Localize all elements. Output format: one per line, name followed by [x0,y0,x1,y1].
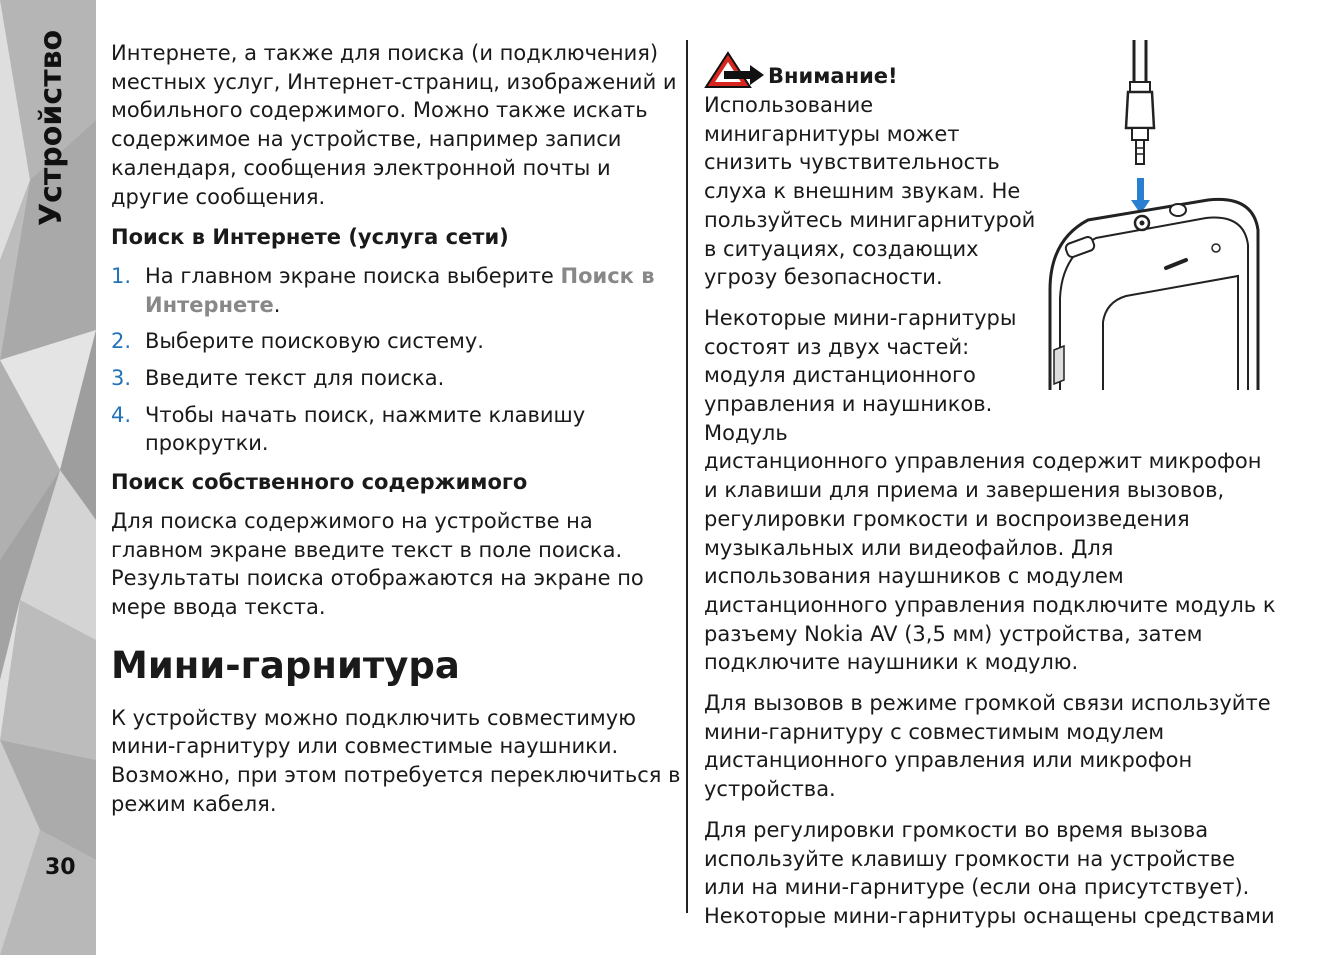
volume-paragraph: Для регулировки громкости во время вызова используйте клавишу громкости на устройстве или на мини-гарнитуре (если она присутствует). Некоторые мини-гарнитуры оснащены средствами [704,817,1275,928]
right-column [704,64,1278,943]
step-text: Введите текст для поиска. [145,366,445,391]
own-content-search-heading: Поиск собственного содержимого [111,470,528,495]
step-text: Чтобы начать поиск, нажмите клавишу прокрутки. [145,402,586,456]
internet-search-heading: Поиск в Интернете (услуга сети) [111,225,509,250]
list-item [111,262,691,319]
internet-search-steps [111,262,691,458]
section-title: Устройство [34,29,69,226]
warning-title: Внимание! [768,64,898,89]
warning-header [704,51,1278,91]
step-number: 2. [111,329,132,354]
step-number: 4. [111,402,132,427]
step-text: Выберите поисковую систему. [145,329,484,354]
headset-paragraph: К устройству можно подключить совместимую мини-гарнитуру или совместимые наушники. Возможно, при этом потребуется переключиться в режим кабеля. [111,705,681,816]
warning-icon [704,51,766,91]
page-number: 30 [45,855,76,880]
remote-module-text-start: Некоторые мини-гарнитуры состоят из двух частей: модуля дистанционного управления и наушников. Модуль [704,305,1017,445]
headset-title: Мини-гарнитура [111,643,460,687]
intro-paragraph: Интернете, а также для поиска (и подключения) местных услуг, Интернет-страниц, изображений и мобильного содержимого. Можно также искать содержимое на устройстве, например записи календаря, сообщения электронной почты и другие сообщения. [111,41,677,209]
remote-module-paragraph [704,304,1278,677]
step-number: 1. [111,263,132,288]
warning-text: Использование минигарнитуры может снизить чувствительность слуха к внешним звукам. Не пользуйтесь минигарнитурой в ситуациях, создающих угрозу безопасности. [704,93,1036,290]
list-item [111,401,691,458]
remote-module-text-rest: дистанционного управления содержит микрофон и клавиши для приема и завершения вызовов, регулировки громкости и воспроизведения музыкальных или видеофайлов. Для использования наушников с модулем дистанционного управления подключите модуль к разъему Nokia AV (3,5 мм) устройства, затем подключите наушники к модулю. [704,449,1276,675]
step-text: На главном экране поиска выберите [145,263,561,288]
list-item [111,327,691,356]
left-column [111,39,691,830]
own-content-search-paragraph: Для поиска содержимого на устройстве на главном экране введите текст в поле поиска. Результаты поиска отображаются на экране по мере ввода текста. [111,508,644,619]
list-item [111,364,691,393]
sidebar [0,0,96,955]
internet-search-link[interactable]: Поиск в Интернете [145,263,655,317]
step-text-end: . [273,292,281,317]
loudspeaker-paragraph: Для вызовов в режиме громкой связи используйте мини-гарнитуру с совместимым модулем дистанционного управления или микрофон устройства. [704,691,1271,802]
column-divider [686,40,688,913]
step-number: 3. [111,366,132,391]
